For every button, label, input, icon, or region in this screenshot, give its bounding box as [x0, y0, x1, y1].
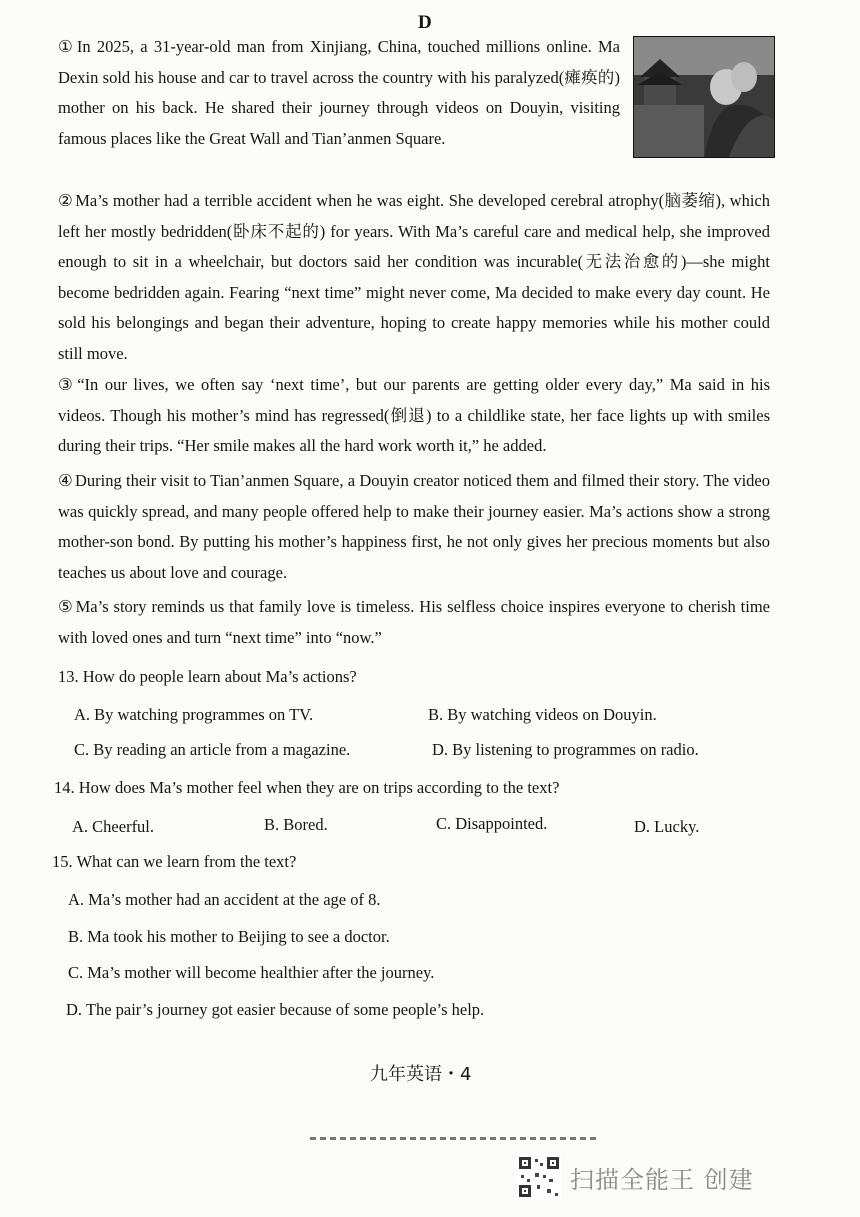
qr-code-icon	[517, 1155, 561, 1199]
page-footer: 九年英语・4	[370, 1064, 472, 1085]
paragraph-3	[58, 370, 770, 462]
paragraph-text: Ma’s mother had a terrible accident when he was eight. She developed cerebral atrophy(脑萎缩), which left her mostly bedridden(卧床不起的) for years. With Ma’s careful care and medical help, she improved enough to sit in a wheelchair, but doctors said her condition was incurable(无法治愈的)—she might become bedridden again. Fearing “next time” might never come, Ma decided to make every day count. He sold his belongings and began their adventure, hoping to create happy memories while his mother could still move.	[58, 191, 770, 363]
question-15-option-c[interactable]: C. Ma’s mother will become healthier after the journey.	[68, 963, 435, 982]
paragraph-text: “In our lives, we often say ‘next time’, but our parents are getting older every day,” Ma said in his videos. Though his mother’s mind has regressed(倒退) to a childlike state, her face lights up with smiles during their trips. “Her smile makes all the hard work worth it,” he added.	[58, 375, 771, 455]
question-14-option-a[interactable]: A. Cheerful.	[72, 817, 155, 836]
paragraph-5	[58, 592, 770, 653]
question-13-option-c[interactable]: C. By reading an article from a magazine.	[74, 740, 351, 759]
paragraph-text: During their visit to Tian’anmen Square, a Douyin creator noticed them and filmed their story. The video was quickly spread, and many people offered help to make their journey easier. Ma’s actions show a strong mother-son bond. By putting his mother’s happiness first, he not only gives her precious moments but also teaches us about love and courage.	[58, 471, 771, 582]
paragraph-number: ①	[58, 37, 75, 56]
paragraph-text: In 2025, a 31-year-old man from Xinjiang, China, touched millions online. Ma Dexin sold his house and car to travel across the country with his paralyzed(瘫痪的) mother on his back. He shared their journey through videos on Douyin, visiting famous places like the Great Wall and Tian’anmen Square.	[58, 37, 620, 148]
paragraph-2	[58, 186, 770, 369]
photo-mother-son-tiananmen	[633, 36, 775, 158]
paragraph-text: Ma’s story reminds us that family love is timeless. His selfless choice inspires everyone to cherish time with loved ones and turn “next time” into “now.”	[58, 597, 770, 647]
question-15-option-a[interactable]: A. Ma’s mother had an accident at the age of 8.	[68, 890, 381, 909]
paragraph-number: ④	[58, 471, 73, 490]
scan-artifact-line	[310, 1137, 600, 1140]
question-15-option-b[interactable]: B. Ma took his mother to Beijing to see a doctor.	[68, 927, 390, 946]
paragraph-number: ③	[58, 375, 76, 394]
question-14-stem: 14. How does Ma’s mother feel when they are on trips according to the text?	[54, 778, 560, 797]
question-14-option-b[interactable]: B. Bored.	[264, 815, 328, 834]
question-14-option-c[interactable]: C. Disappointed.	[436, 814, 548, 833]
section-letter: D	[418, 12, 432, 33]
question-13-option-a[interactable]: A. By watching programmes on TV.	[74, 705, 314, 724]
question-15-option-d[interactable]: D. The pair’s journey got easier because of some people’s help.	[66, 1000, 485, 1019]
scanner-watermark: 扫描全能王 创建	[570, 1166, 754, 1194]
question-15-stem: 15. What can we learn from the text?	[52, 852, 297, 871]
paragraph-number: ②	[58, 191, 74, 210]
question-14-option-d[interactable]: D. Lucky.	[634, 817, 700, 836]
paragraph-4	[58, 466, 770, 588]
paragraph-1	[58, 32, 620, 154]
question-13-option-d[interactable]: D. By listening to programmes on radio.	[432, 740, 699, 759]
question-13-stem: 13. How do people learn about Ma’s actions?	[58, 667, 357, 686]
question-13-option-b[interactable]: B. By watching videos on Douyin.	[428, 705, 657, 724]
paragraph-number: ⑤	[58, 597, 74, 616]
